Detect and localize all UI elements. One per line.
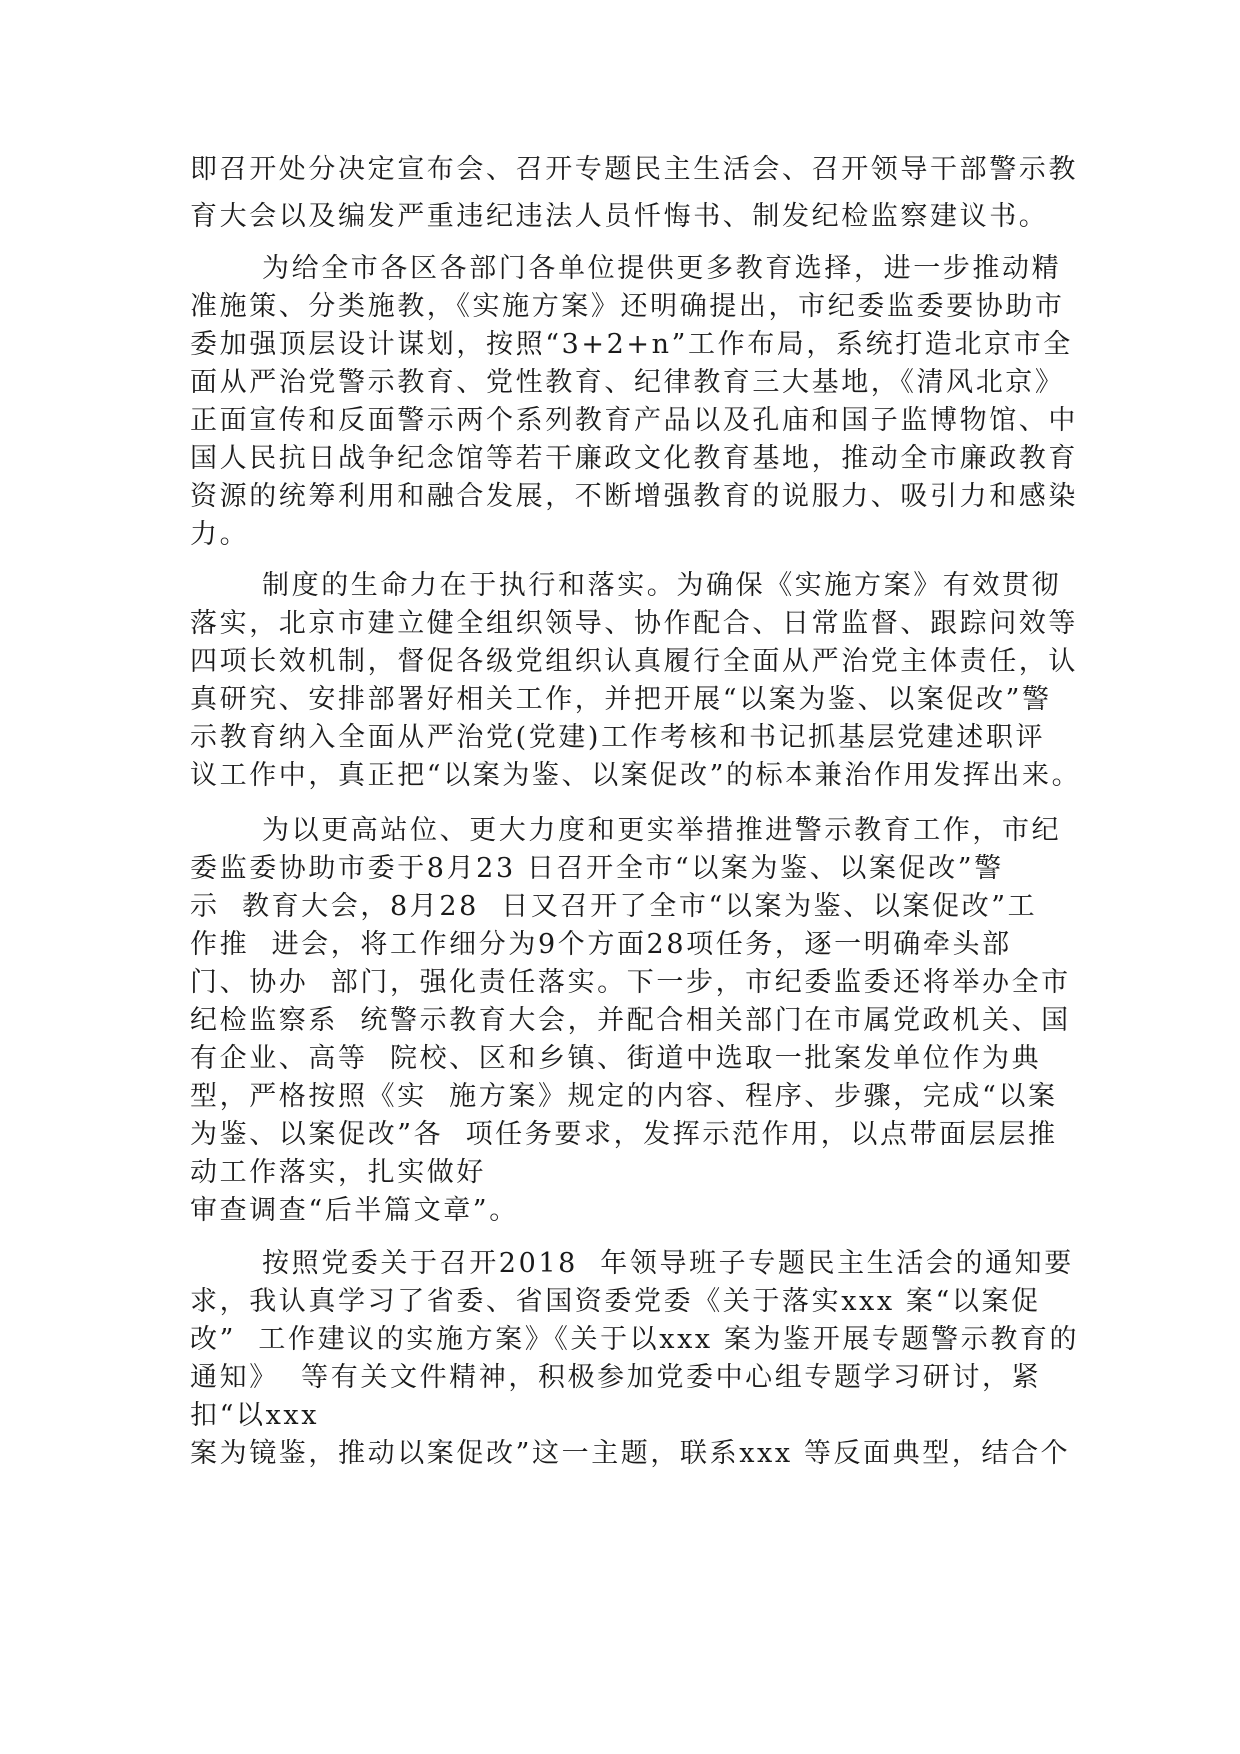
text-line: 育大会以及编发严重违纪违法人员忏悔书、制发纪检监察建议书。	[190, 201, 1049, 232]
text-line: 型，严格按照《实 施方案》规定的内容、程序、步骤，完成“以案	[190, 1081, 1058, 1112]
text-line: 国人民抗日战争纪念馆等若干廉政文化教育基地，推动全市廉政教育	[190, 443, 1078, 474]
text-line: 扣“以xxx	[190, 1400, 320, 1431]
text-line: 示教育纳入全面从严治党(党建)工作考核和书记抓基层党建述职评	[190, 722, 1046, 753]
text-line: 委加强顶层设计谋划，按照“3+2+n”工作布局，系统打造北京市全	[190, 329, 1073, 360]
text-line: 即召开处分决定宣布会、召开专题民主生活会、召开领导干部警示教	[190, 154, 1078, 185]
text-line: 正面宣传和反面警示两个系列教育产品以及孔庙和国子监博物馆、中	[190, 405, 1078, 436]
text-line: 委监委协助市委于8月23 日召开全市“以案为鉴、以案促改”警	[190, 853, 1004, 884]
text-line: 议工作中，真正把“以案为鉴、以案促改”的标本兼治作用发挥出来。	[190, 760, 1082, 791]
text-line: 有企业、高等 院校、区和乡镇、街道中选取一批案发单位作为典	[190, 1043, 1042, 1074]
text-line: 通知》 等有关文件精神，积极参加党委中心组专题学习研讨，紧	[190, 1362, 1042, 1393]
text-line: 四项长效机制，督促各级党组织认真履行全面从严治党主体责任，认	[190, 646, 1078, 677]
text-line: 求，我认真学习了省委、省国资委党委《关于落实xxx 案“以案促	[190, 1286, 1041, 1317]
text-line: 改” 工作建议的实施方案》《关于以xxx 案为鉴开展专题警示教育的	[190, 1324, 1080, 1355]
text-line: 落实，北京市建立健全组织领导、协作配合、日常监督、跟踪问效等	[190, 608, 1078, 639]
text-line: 纪检监察系 统警示教育大会，并配合相关部门在市属党政机关、国	[190, 1005, 1071, 1036]
text-line: 为鉴、以案促改”各 项任务要求，发挥示范作用，以点带面层层推	[190, 1119, 1058, 1150]
text-line: 作推 进会，将工作细分为9个方面28项任务，逐一明确牵头部	[190, 929, 1012, 960]
text-line: 示 教育大会，8月28 日又召开了全市“以案为鉴、以案促改”工	[190, 891, 1038, 922]
text-line: 动工作落实，扎实做好	[190, 1157, 486, 1188]
text-line: 按照党委关于召开2018 年领导班子专题民主生活会的通知要	[262, 1248, 1074, 1279]
text-line: 案为镜鉴，推动以案促改”这一主题，联系xxx 等反面典型，结合个	[190, 1438, 1071, 1469]
text-line: 力。	[190, 519, 250, 550]
text-line: 资源的统筹利用和融合发展，不断增强教育的说服力、吸引力和感染	[190, 481, 1078, 512]
text-line: 门、协办 部门，强化责任落实。下一步，市纪委监委还将举办全市	[190, 967, 1071, 998]
text-line: 制度的生命力在于执行和落实。为确保《实施方案》有效贯彻	[262, 570, 1062, 601]
text-line: 准施策、分类施教，《实施方案》还明确提出，市纪委监委要协助市	[190, 291, 1065, 322]
text-line: 为给全市各区各部门各单位提供更多教育选择，进一步推动精	[262, 253, 1062, 284]
text-line: 审查调查“后半篇文章”。	[190, 1195, 519, 1226]
text-line: 为以更高站位、更大力度和更实举措推进警示教育工作，市纪	[262, 815, 1062, 846]
text-line: 真研究、安排部署好相关工作，并把开展“以案为鉴、以案促改”警	[190, 684, 1052, 715]
text-line: 面从严治党警示教育、党性教育、纪律教育三大基地，《清风北京》	[190, 367, 1065, 398]
